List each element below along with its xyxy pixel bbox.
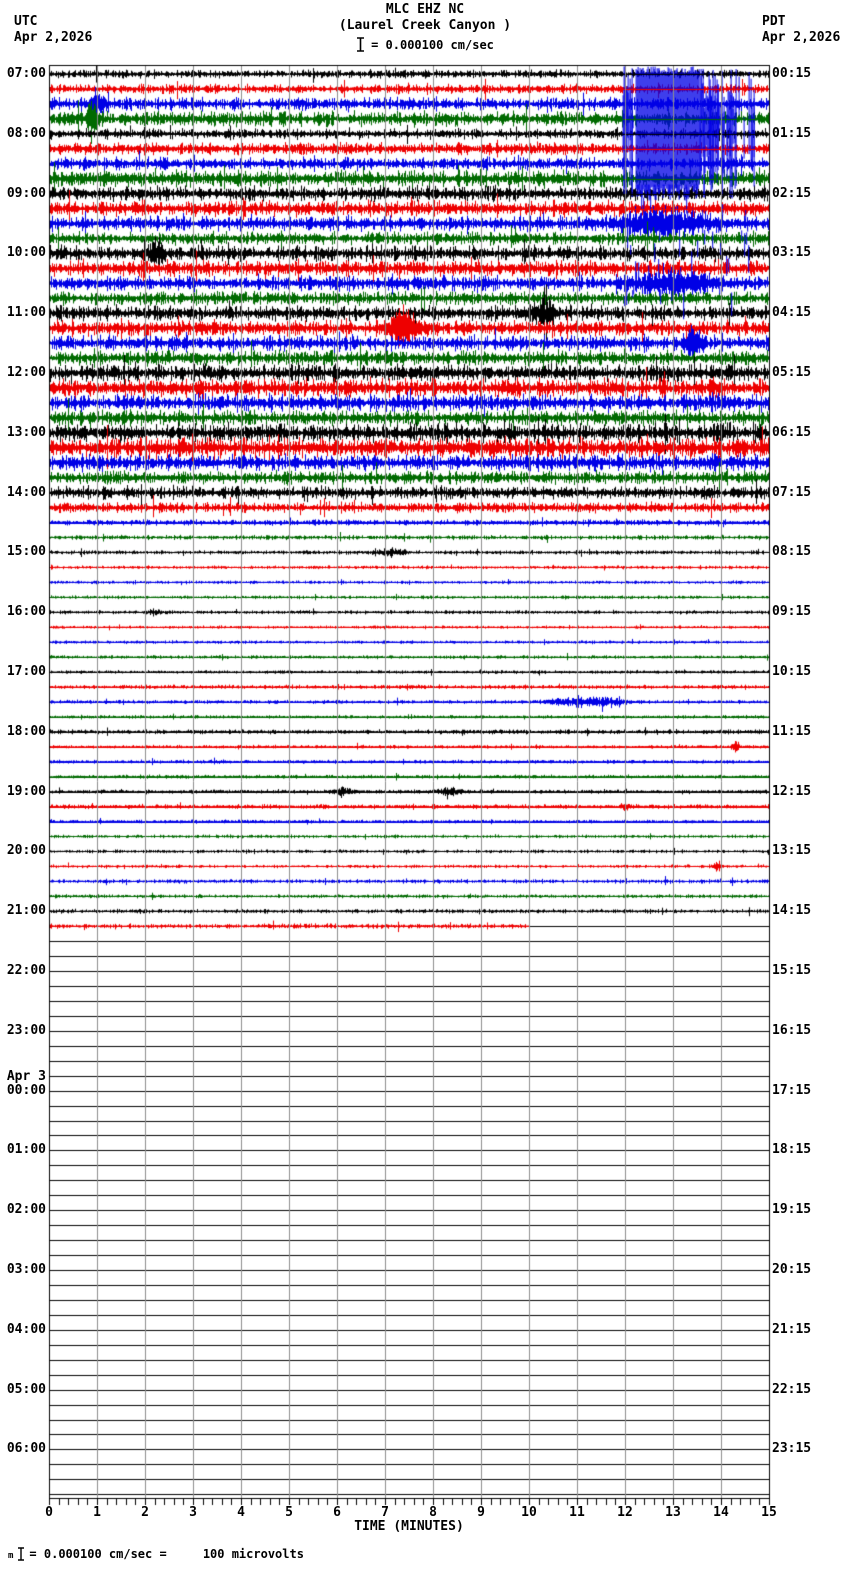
utc-label-08:00: 08:00 <box>6 125 46 141</box>
station-subtitle: (Laurel Creek Canyon ) <box>338 18 512 33</box>
right-timezone: PDT <box>762 14 786 29</box>
pdt-label-16:15: 16:15 <box>772 1022 812 1038</box>
pdt-label-12:15: 12:15 <box>772 783 812 799</box>
minute-label-13: 13 <box>665 1505 681 1520</box>
utc-label-14:00: 14:00 <box>6 484 46 500</box>
utc-label-06:00: 06:00 <box>6 1441 46 1457</box>
pdt-label-05:15: 05:15 <box>772 365 812 380</box>
pdt-label-19:15: 19:15 <box>772 1202 812 1218</box>
utc-label-04:00: 04:00 <box>6 1321 46 1337</box>
pdt-label-10:15: 10:15 <box>772 664 812 679</box>
scale-footnote <box>8 1547 304 1561</box>
utc-label-16:00: 16:00 <box>6 604 46 620</box>
utc-label-01:00: 01:00 <box>6 1142 46 1158</box>
pdt-label-00:15: 00:15 <box>772 66 812 81</box>
minute-label-0: 0 <box>45 1505 53 1520</box>
pdt-label-01:15: 01:15 <box>772 125 812 141</box>
right-date: Apr 2,2026 <box>762 30 841 45</box>
utc-label-00:00: 00:00 <box>6 1082 46 1098</box>
minute-label-7: 7 <box>381 1505 389 1520</box>
pdt-label-07:15: 07:15 <box>772 484 812 500</box>
utc-label-11:00: 11:00 <box>6 305 46 321</box>
utc-label-05:00: 05:00 <box>6 1381 46 1397</box>
scale-label: = 0.000100 cm/sec <box>371 37 494 52</box>
utc-label-03:00: 03:00 <box>6 1262 46 1277</box>
utc-label-17:00: 17:00 <box>6 664 46 679</box>
minute-label-11: 11 <box>569 1505 585 1520</box>
minute-label-6: 6 <box>333 1505 341 1520</box>
pdt-label-03:15: 03:15 <box>772 245 812 261</box>
pdt-label-02:15: 02:15 <box>772 185 812 201</box>
pdt-label-21:15: 21:15 <box>772 1321 812 1337</box>
minute-label-14: 14 <box>713 1505 729 1520</box>
utc-label-07:00: 07:00 <box>6 66 46 81</box>
utc-label-20:00: 20:00 <box>6 843 46 859</box>
utc-label-22:00: 22:00 <box>6 963 46 978</box>
minute-label-15: 15 <box>761 1505 777 1520</box>
utc-label-21:00: 21:00 <box>6 903 46 919</box>
scale-bar-icon <box>356 37 365 52</box>
minute-label-8: 8 <box>429 1505 437 1520</box>
utc-label-13:00: 13:00 <box>6 424 46 440</box>
date-rollover-label: Apr 3 <box>6 1068 46 1084</box>
utc-label-02:00: 02:00 <box>6 1202 46 1218</box>
minute-label-2: 2 <box>141 1505 149 1520</box>
utc-label-10:00: 10:00 <box>6 245 46 261</box>
utc-label-09:00: 09:00 <box>6 185 46 201</box>
minute-label-12: 12 <box>617 1505 633 1520</box>
utc-label-23:00: 23:00 <box>6 1022 46 1038</box>
minute-label-5: 5 <box>285 1505 293 1520</box>
utc-label-18:00: 18:00 <box>6 723 46 739</box>
x-axis-title: TIME (MINUTES) <box>354 1519 464 1534</box>
utc-label-19:00: 19:00 <box>6 783 46 799</box>
left-timezone: UTC <box>14 14 38 29</box>
pdt-label-14:15: 14:15 <box>772 903 812 919</box>
station-title: MLC EHZ NC <box>385 2 465 17</box>
pdt-label-11:15: 11:15 <box>772 723 812 739</box>
minute-label-10: 10 <box>521 1505 537 1520</box>
footnote-scale-bar-icon <box>17 1547 25 1561</box>
scale-legend <box>0 37 850 52</box>
pdt-label-13:15: 13:15 <box>772 843 812 859</box>
minute-label-4: 4 <box>237 1505 245 1520</box>
pdt-label-17:15: 17:15 <box>772 1082 812 1098</box>
utc-label-15:00: 15:00 <box>6 544 46 560</box>
minute-label-1: 1 <box>93 1505 101 1520</box>
pdt-label-23:15: 23:15 <box>772 1441 812 1457</box>
pdt-label-04:15: 04:15 <box>772 305 812 321</box>
utc-label-12:00: 12:00 <box>6 365 46 380</box>
footnote-text: = 0.000100 cm/sec = 100 microvolts <box>29 1547 304 1561</box>
left-date: Apr 2,2026 <box>14 30 93 45</box>
footnote-prefix: m <box>8 1551 14 1561</box>
minute-label-3: 3 <box>189 1505 197 1520</box>
pdt-label-22:15: 22:15 <box>772 1381 812 1397</box>
pdt-label-08:15: 08:15 <box>772 544 812 560</box>
pdt-label-06:15: 06:15 <box>772 424 812 440</box>
pdt-label-20:15: 20:15 <box>772 1262 812 1277</box>
pdt-label-09:15: 09:15 <box>772 604 812 620</box>
minute-label-9: 9 <box>477 1505 485 1520</box>
pdt-label-15:15: 15:15 <box>772 963 812 978</box>
pdt-label-18:15: 18:15 <box>772 1142 812 1158</box>
